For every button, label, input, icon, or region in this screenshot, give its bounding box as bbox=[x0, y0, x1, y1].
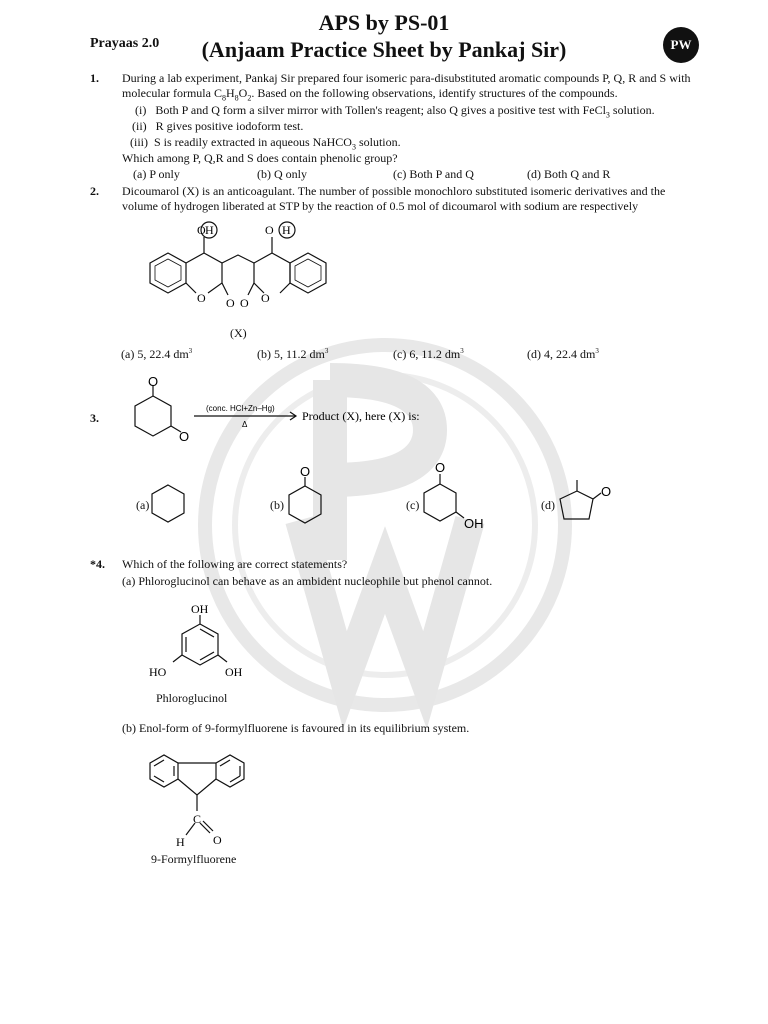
q2-label-o6: O bbox=[261, 291, 270, 305]
q2-option-d[interactable]: (d) 4, 22.4 $dm^3$ bbox=[527, 347, 599, 361]
q1-obs-2: (ii) R gives positive iodoform test. bbox=[132, 119, 304, 133]
q1-option-c[interactable]: (c) Both P and Q bbox=[393, 167, 474, 181]
formylfluorene-label: 9-Formylfluorene bbox=[151, 852, 237, 866]
q1-option-b[interactable]: (b) Q only bbox=[257, 167, 307, 181]
q1-option-d[interactable]: (d) Both Q and R bbox=[527, 167, 611, 181]
q3-d-o: O bbox=[601, 484, 612, 499]
q3-option-c[interactable]: (c) bbox=[406, 498, 420, 512]
q4-statement-a[interactable]: (a) Phloroglucinol can behave as an ambident nucleophile but phenol cannot. bbox=[122, 574, 493, 588]
batch-label: Prayaas 2.0 bbox=[90, 36, 160, 51]
q4-label-c: C bbox=[193, 812, 202, 826]
q3-reactant-ring bbox=[135, 396, 171, 436]
q3-option-a-structure bbox=[150, 482, 190, 526]
q1-number: 1. bbox=[90, 71, 99, 85]
q1-line1: During a lab experiment, Pankaj Sir prepared four isomeric para-disubstituted aromatic compounds P, Q, R and S with bbox=[122, 71, 691, 85]
dicoumarol-structure bbox=[140, 215, 340, 325]
q2-label-o1: O bbox=[197, 223, 206, 237]
q3-heat: Δ bbox=[242, 420, 248, 429]
q3-reactant-o1: O bbox=[148, 374, 159, 389]
q1-line2: molecular formula $C_8H_8O_2$. Based on the following observations, identify structures of the compounds. bbox=[122, 86, 618, 103]
q3-c-oh: OH bbox=[464, 516, 484, 531]
q4-label-o: O bbox=[213, 833, 222, 847]
q4-label-oh-right: OH bbox=[225, 665, 243, 679]
q3-number: 3. bbox=[90, 411, 99, 425]
q3-reaction bbox=[128, 373, 428, 448]
q1-obs-1: (i) Both P and Q form a silver mirror with Tollen's reagent; also Q gives a positive test with FeCl$_3$ solution. bbox=[135, 103, 655, 120]
q2-option-c[interactable]: (c) 6, 11.2 $dm^3$ bbox=[393, 347, 464, 361]
q1-obs-3: (iii) S is readily extracted in aqueous NaHCO$_3$ solution. bbox=[130, 135, 401, 152]
q2-line2: volume of hydrogen liberated at STP by the reaction of 0.5 mol of dicoumarol with sodium are respectively bbox=[122, 199, 639, 213]
q4-question: Which of the following are correct statements? bbox=[122, 557, 348, 571]
q2-label-h1: H bbox=[205, 223, 214, 237]
q4-label-h: H bbox=[176, 835, 185, 849]
page-subtitle: (Anjaam Practice Sheet by Pankaj Sir) bbox=[201, 37, 567, 62]
q2-label-o5: O bbox=[240, 296, 249, 310]
q2-text bbox=[122, 184, 722, 214]
q1-option-a[interactable]: (a) P only bbox=[133, 167, 180, 181]
q3-c-o: O bbox=[435, 460, 446, 475]
q2-label-o2: O bbox=[265, 223, 274, 237]
pw-logo: PW bbox=[663, 27, 699, 63]
q1-text bbox=[122, 71, 722, 105]
q3-option-a[interactable]: (a) bbox=[136, 498, 150, 512]
q3-option-b-structure bbox=[287, 465, 327, 527]
q3-reagent: (conc. HCl+Zn–Hg) bbox=[206, 404, 275, 413]
q2-option-b[interactable]: (b) 5, 11.2 $dm^3$ bbox=[257, 347, 329, 361]
q2-number: 2. bbox=[90, 184, 99, 198]
formylfluorene-structure bbox=[140, 745, 255, 850]
q2-label-x: (X) bbox=[230, 326, 247, 340]
q3-reactant-o2: O bbox=[179, 429, 190, 444]
q2-line1: Dicoumarol (X) is an anticoagulant. The number of possible monochloro substituted isomeric derivatives and the bbox=[122, 184, 666, 198]
q2-option-a[interactable]: (a) 5, 22.4 $dm^3$ bbox=[121, 347, 193, 361]
q3-option-d[interactable]: (d) bbox=[541, 498, 555, 512]
q4-label-oh-top: OH bbox=[191, 602, 209, 616]
q1-question: Which among P, Q,R and S does contain phenolic group? bbox=[122, 151, 398, 165]
page-title: APS by PS-01 bbox=[318, 10, 450, 35]
phloroglucinol-label: Phloroglucinol bbox=[156, 691, 228, 705]
q3-option-d-structure bbox=[555, 477, 615, 527]
q4-label-ho: HO bbox=[149, 665, 167, 679]
q3-option-c-structure bbox=[420, 460, 490, 532]
q3-option-b[interactable]: (b) bbox=[270, 498, 284, 512]
q4-statement-b[interactable]: (b) Enol-form of 9-formylfluorene is favoured in its equilibrium system. bbox=[122, 721, 470, 735]
q2-label-o4: O bbox=[226, 296, 235, 310]
q3-b-o: O bbox=[300, 465, 311, 479]
q4-number: *4. bbox=[90, 557, 105, 571]
q2-label-h2: H bbox=[282, 223, 291, 237]
q3-product-text: Product (X), here (X) is: bbox=[302, 409, 420, 423]
q2-label-o3: O bbox=[197, 291, 206, 305]
